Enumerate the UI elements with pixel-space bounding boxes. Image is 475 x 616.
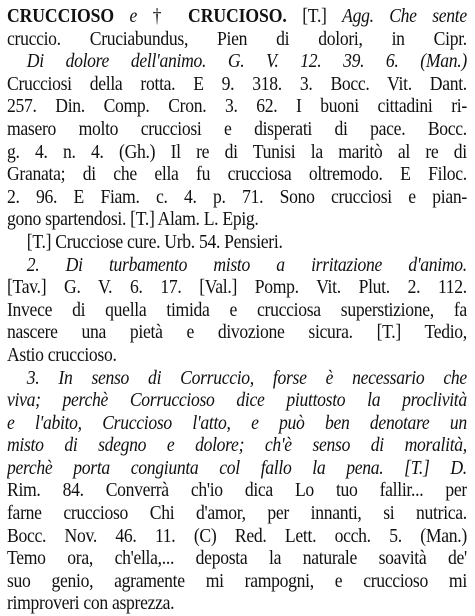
entry-line: Invece di quella timida e crucciosa superstizione, fa [7, 299, 467, 321]
variant-headword: CRUCIOSO. [188, 6, 287, 27]
sense-heading: Di dolore dell'animo. G. V. 12. 39. 6. (Man.) [26, 51, 467, 73]
entry-line: rimproveri con asprezza. [7, 593, 175, 615]
entry-line: [Tav.] G. V. 6. 17. [Val.] Pomp. Vit. Plut. 2. 112. [7, 277, 467, 299]
dagger-mark: † [152, 6, 173, 27]
source-tag: [T.] [302, 6, 327, 27]
part-of-speech: Agg. [342, 6, 374, 27]
entry-line: viva; perchè Corruccioso dice piuttosto la proclività [7, 390, 467, 412]
entry-line: g. 4. n. 4. (Gh.) Il re di Tunisi la maritò al re di [7, 141, 467, 163]
headword: CRUCCIOSO [7, 6, 114, 27]
entry-line: misto di sdegno e dolore; ch'è senso di moralità, [7, 435, 467, 457]
entry-line: e l'abito, Cruccioso l'atto, e può ben denotare un [7, 412, 467, 434]
entry-line: Rim. 84. Converrà ch'io dica Lo tuo fallir... per [7, 480, 467, 502]
entry-line: Granata; di che ella fu crucciosa oltremodo. E Filoc. [7, 164, 467, 186]
entry-line: [T.] Crucciose cure. Urb. 54. Pensieri. [26, 231, 283, 253]
sense-heading: 3. In senso di Corruccio, forse è necessario che [26, 367, 467, 389]
variant-connector: e [129, 6, 138, 27]
entry-line: Astio cruccioso. [7, 344, 117, 366]
entry-line: Temo ora, ch'ella,... deposta la naturale soavità de' [7, 548, 467, 570]
entry-line: farne cruccioso Chi d'amor, per innanti, si nutrica. [7, 503, 467, 525]
entry-line: suo genio, agramente mi rampogni, e cruccioso mi [7, 570, 467, 592]
entry-line: Bocc. Nov. 46. 11. (C) Red. Lett. occh. 5. (Man.) [7, 525, 467, 547]
entry-line: 2. 96. E Fiam. c. 4. p. 71. Sono crucciosi e pian- [7, 186, 467, 208]
entry-line: 257. Din. Comp. Cron. 3. 62. I buoni cittadini ri- [7, 96, 467, 118]
sense-heading: 2. Di turbamento misto a irritazione d'animo. [26, 254, 467, 276]
entry-line: masero molto crucciosi e disperati di pace. Bocc. [7, 118, 467, 140]
entry-header-line [7, 6, 467, 29]
entry-line: Crucciosi della rotta. E 9. 318. 3. Bocc. Vit. Dant. [7, 73, 467, 95]
entry-line: gono spartendosi. [T.] Alam. L. Epig. [7, 209, 259, 231]
entry-line: nascere una pietà e divozione sicura. [T.] Tedio, [7, 322, 467, 344]
gloss: Che sente [389, 6, 467, 27]
entry-line: perchè porta congiunta col fallo la pena. [T.] D. [7, 457, 467, 479]
entry-line: cruccio. Cruciabundus, Pien di dolori, in Cipr. [7, 28, 467, 50]
